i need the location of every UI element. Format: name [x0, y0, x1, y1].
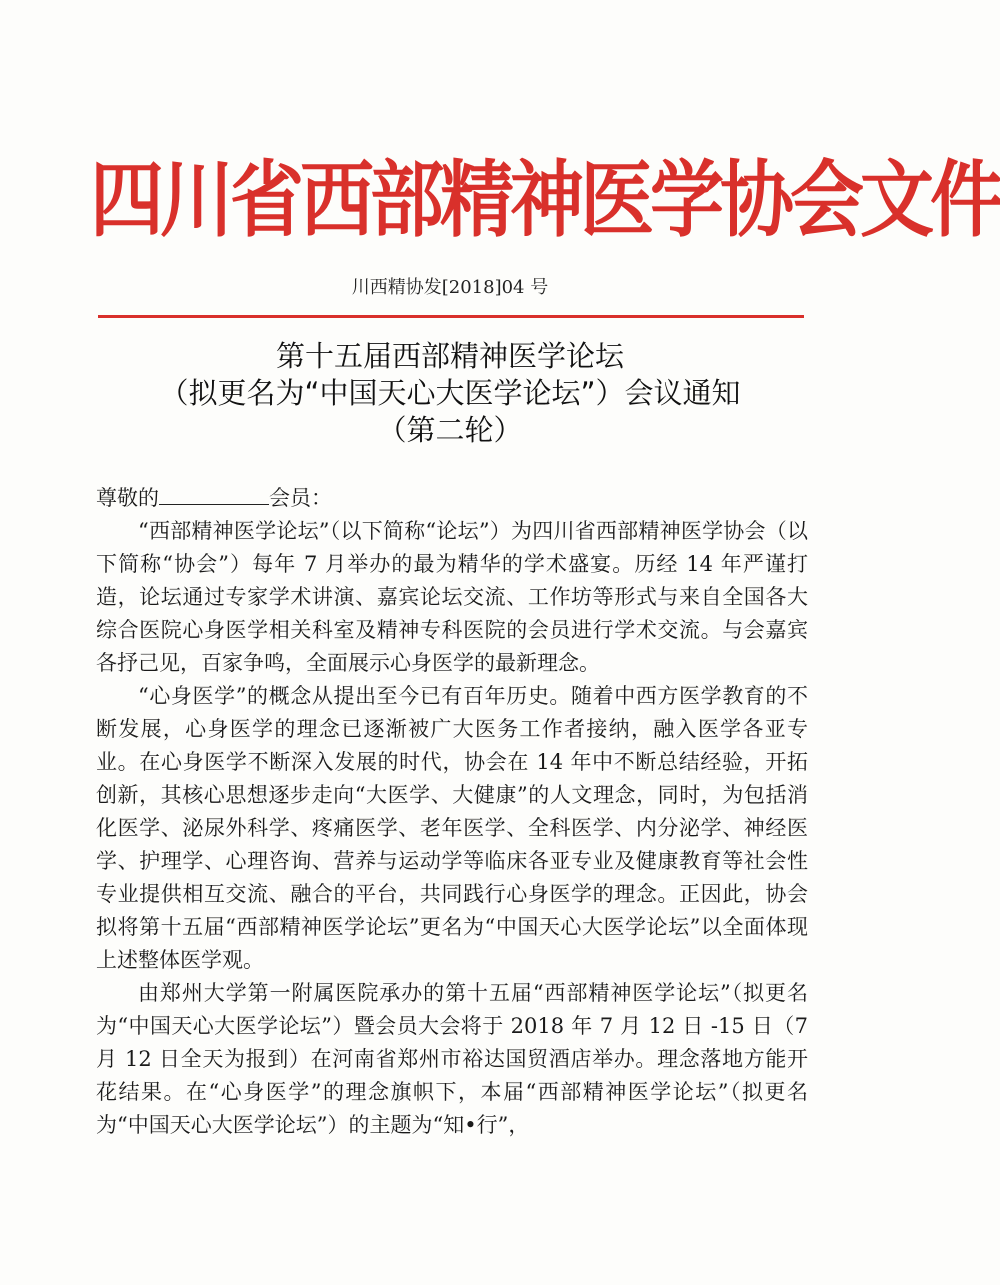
- paragraph-3: 由郑州大学第一附属医院承办的第十五届“西部精神医学论坛”（拟更名为“中国天心大医学论坛”）暨会员大会将于 2018 年 7 月 12 日 -15 日（7 月 12 日全天为报到）在河南省郑州市裕达国贸酒店举办。理念落地方能开花结果。在“心身医学”的理念旗帜下，本届“西部精神医学论坛”（拟更名为“中国天心大医学论坛”）的主题为“知•行”，: [96, 981, 808, 1137]
- member-name-blank: [159, 484, 269, 505]
- document-number: 川西精协发[2018]04 号: [351, 277, 549, 298]
- salutation-suffix: 会员：: [269, 486, 332, 510]
- letterhead-red-rule: [98, 315, 804, 318]
- notice-title-line-2: （拟更名为“中国天心大医学论坛”）会议通知: [159, 376, 741, 410]
- salutation-prefix: 尊敬的: [96, 486, 159, 510]
- salutation: [96, 482, 808, 515]
- notice-title-line-3: （第二轮）: [377, 413, 523, 447]
- organization-letterhead-title: 四川省西部精神医学协会文件: [90, 152, 1000, 249]
- notice-title-line-1: 第十五届西部精神医学论坛: [275, 339, 624, 373]
- notice-body: [96, 482, 808, 1142]
- paragraph-1: “西部精神医学论坛”（以下简称“论坛”）为四川省西部精神医学协会（以下简称“协会”）每年 7 月举办的最为精华的学术盛宴。历经 14 年严谨打造，论坛通过专家学术讲演、嘉宾论坛交流、工作坊等形式与来自全国各大综合医院心身医学相关科室及精神专科医院的会员进行学术交流。与会嘉宾各抒己见，百家争鸣，全面展示心身医学的最新理念。: [96, 519, 808, 675]
- notice-title: [60, 338, 840, 449]
- paragraph-2: “心身医学”的概念从提出至今已有百年历史。随着中西方医学教育的不断发展，心身医学的理念已逐渐被广大医务工作者接纳，融入医学各亚专业。在心身医学不断深入发展的时代，协会在 14 年中不断总结经验，开拓创新，其核心思想逐步走向“大医学、大健康”的人文理念，同时，为包括消化医学、泌尿外科学、疼痛医学、老年医学、全科医学、内分泌学、神经医学、护理学、心理咨询、营养与运动学等临床各亚专业及健康教育等社会性专业提供相互交流、融合的平台，共同践行心身医学的理念。正因此，协会拟将第十五届“西部精神医学论坛”更名为“中国天心大医学论坛”以全面体现上述整体医学观。: [96, 684, 808, 972]
